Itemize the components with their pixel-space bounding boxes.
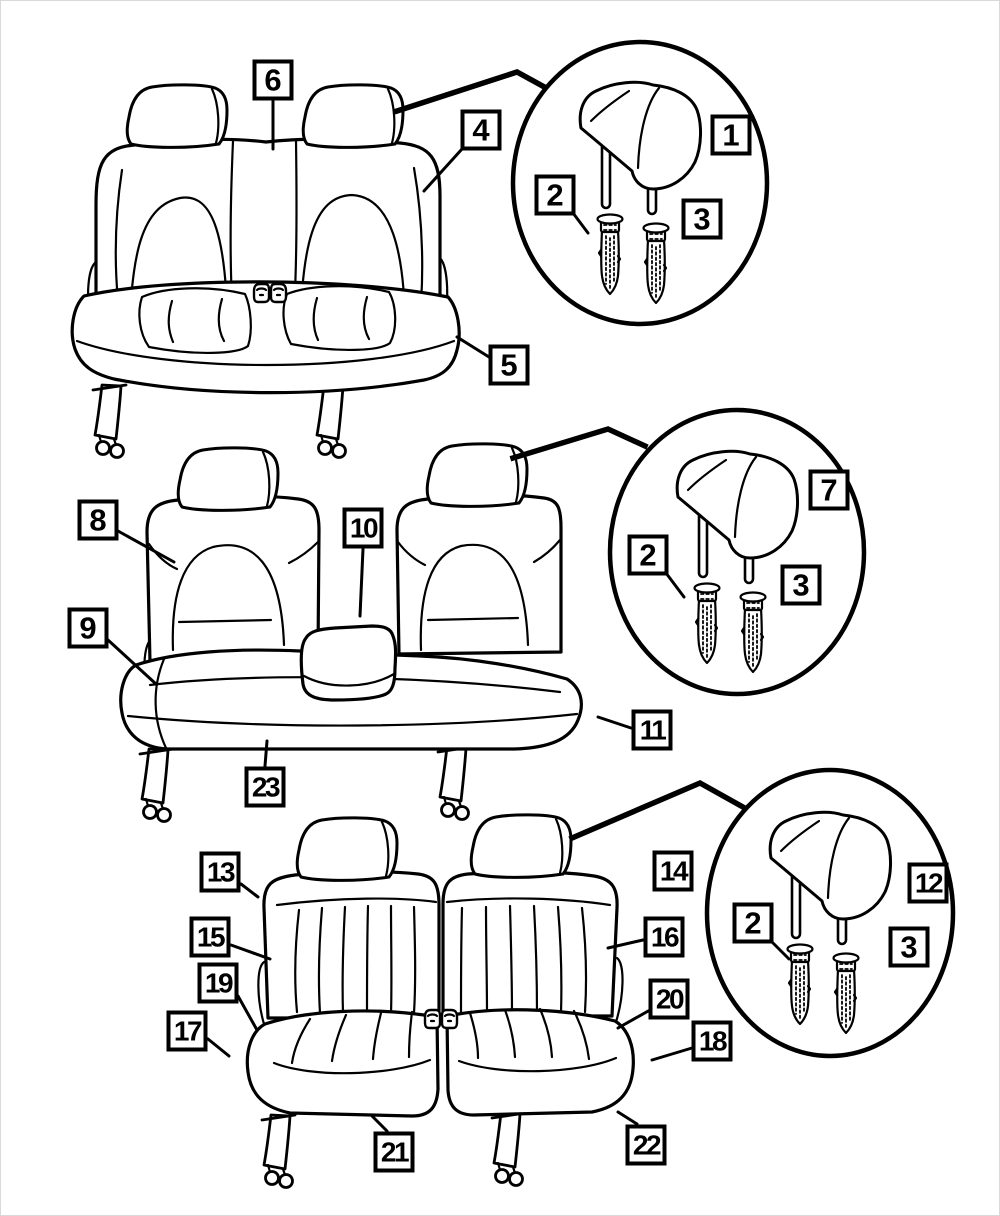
callout-9: 9 [68,608,109,649]
callout-19: 19 [198,963,239,1004]
callout-2: 2 [535,175,576,216]
callout-7: 7 [809,470,850,511]
callout-1: 1 [711,115,752,156]
callout-5: 5 [489,345,530,386]
callout-2: 2 [733,903,774,944]
callout-14: 14 [653,851,694,892]
callout-22: 22 [626,1125,667,1166]
callout-3: 3 [889,927,930,968]
callout-8: 8 [78,500,119,541]
callout-17: 17 [167,1011,208,1052]
callout-16: 16 [644,917,685,958]
callout-15: 15 [190,917,231,958]
callout-20: 20 [649,979,690,1020]
callout-23: 23 [245,767,286,808]
callout-11: 11 [632,710,673,751]
callout-3: 3 [682,199,723,240]
callout-18: 18 [692,1021,733,1062]
callout-4: 4 [461,110,502,151]
callout-2: 2 [628,535,669,576]
callout-12: 12 [908,863,949,904]
callout-3: 3 [781,565,822,606]
callout-21: 21 [374,1132,415,1173]
callout-13: 13 [200,852,241,893]
callout-6: 6 [253,60,294,101]
callout-10: 10 [343,508,384,549]
